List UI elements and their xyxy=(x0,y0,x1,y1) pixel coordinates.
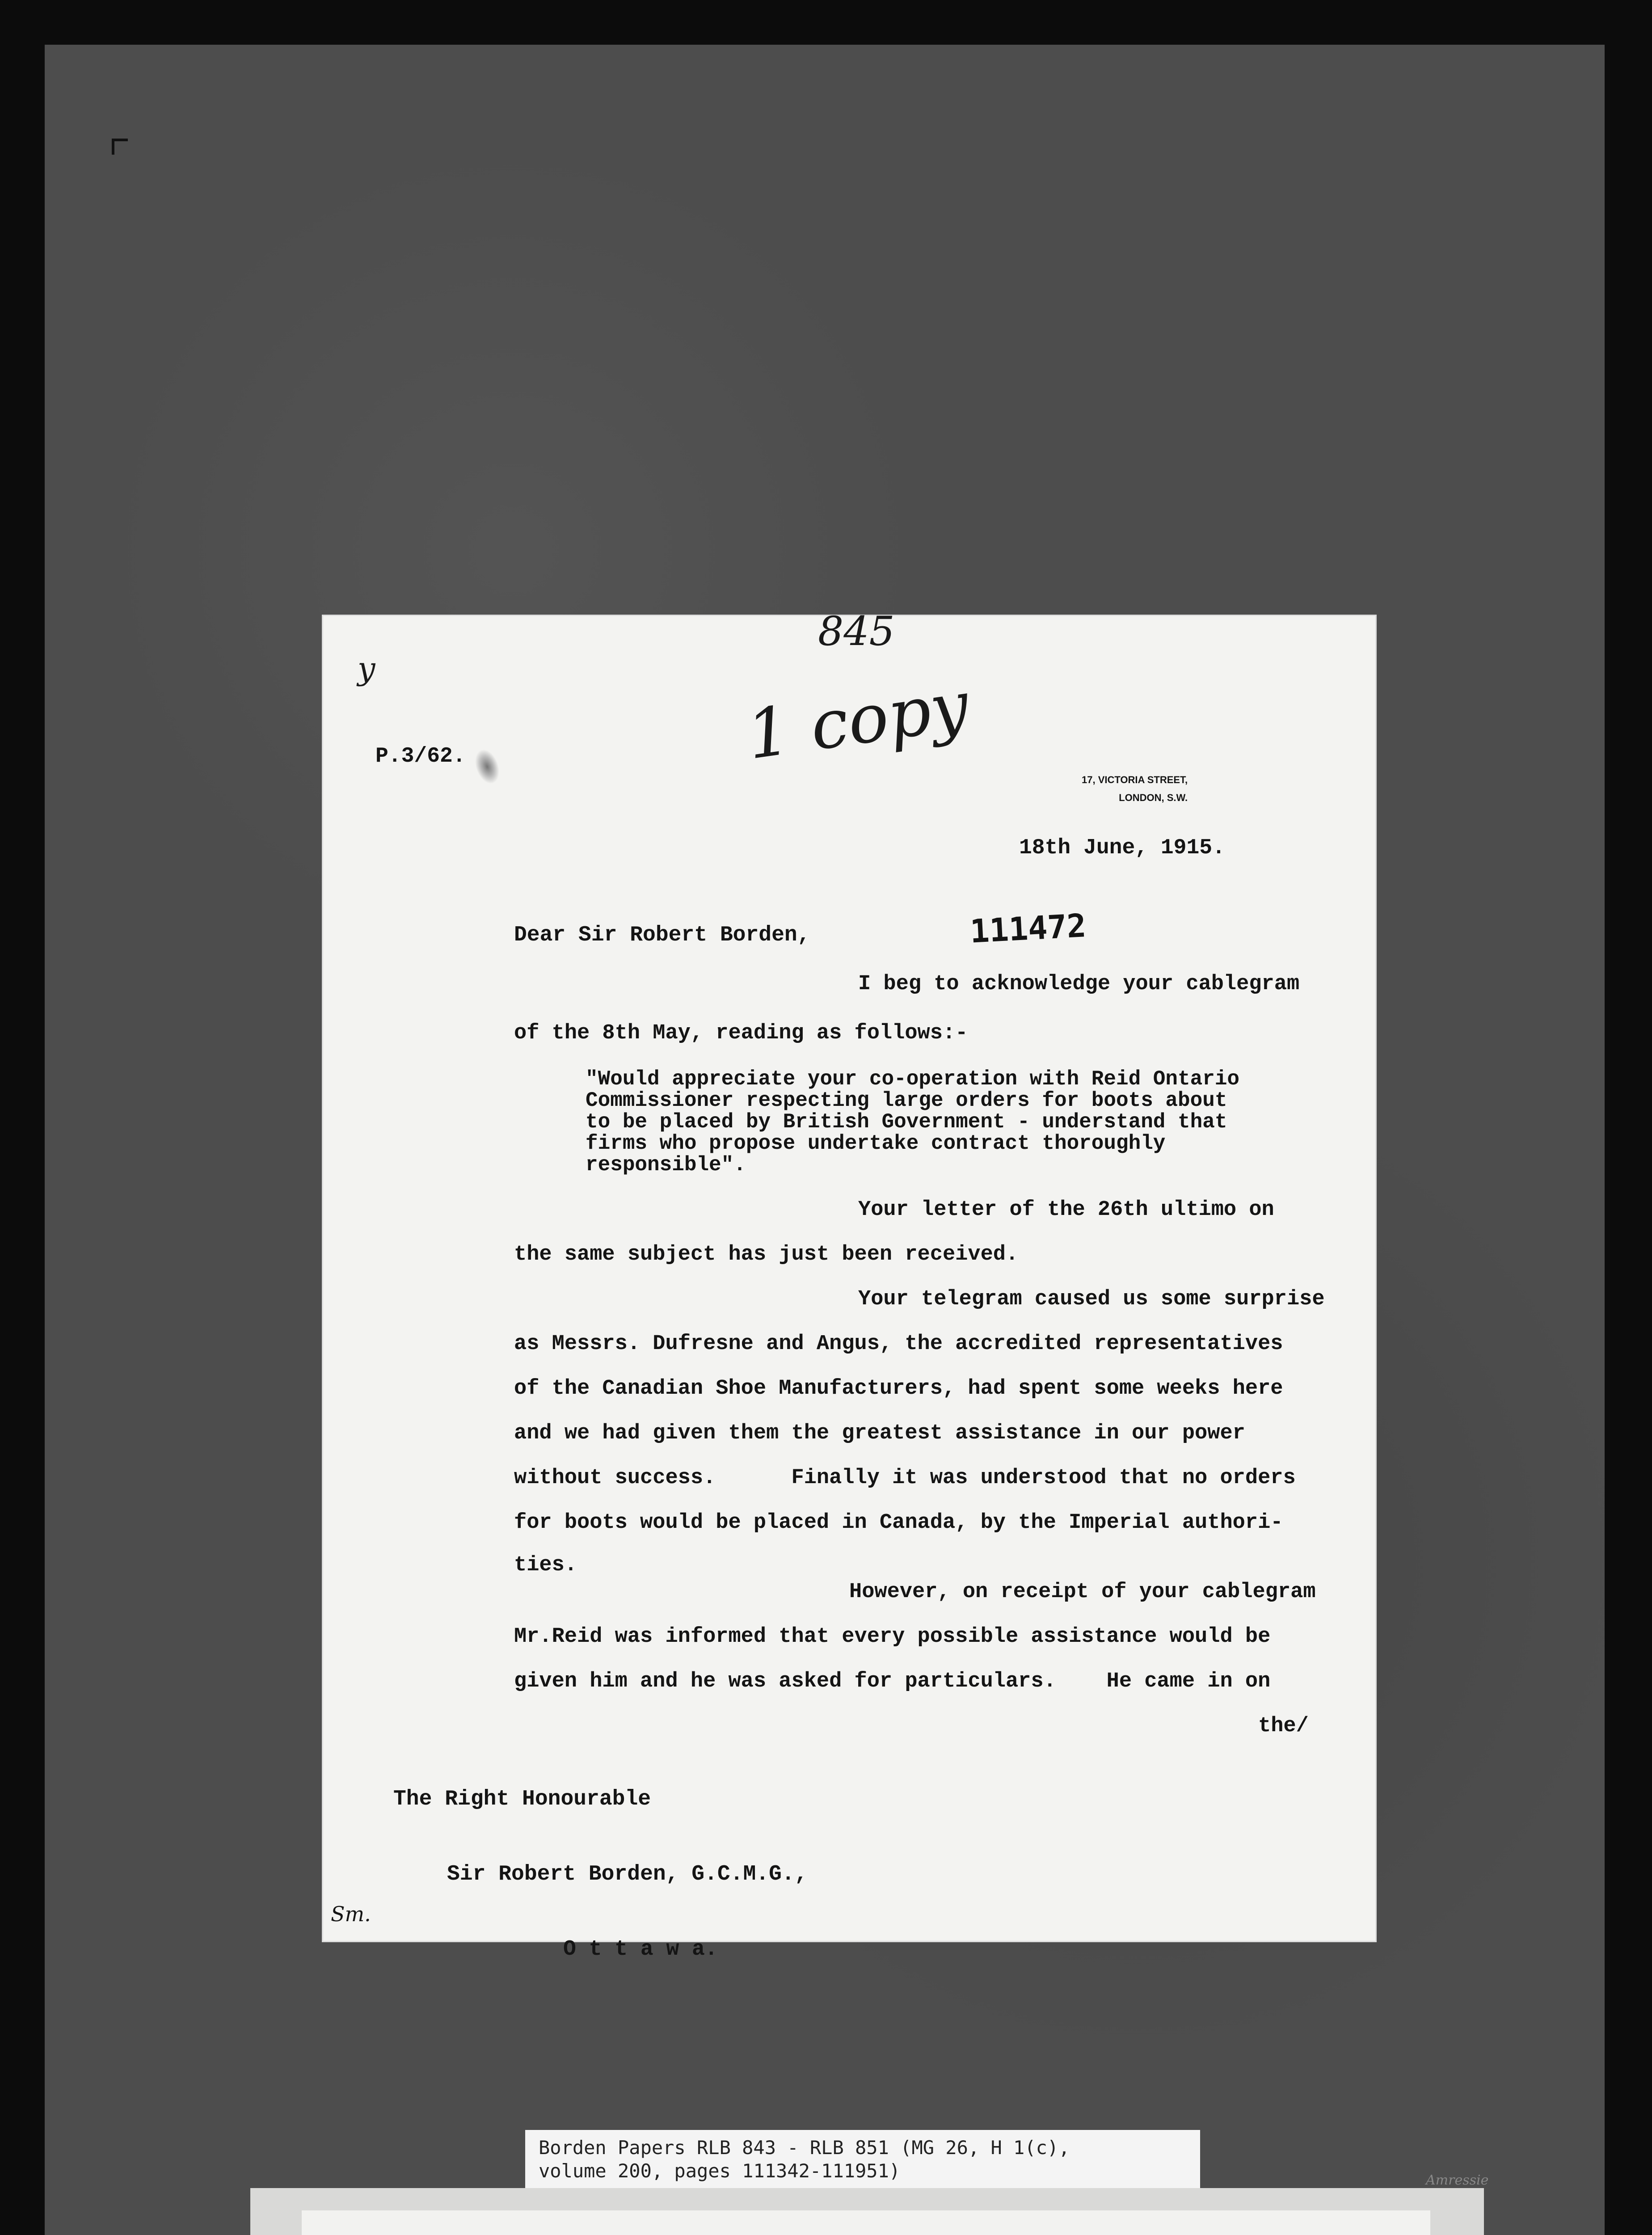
body-line: However, on receipt of your cablegram xyxy=(849,1580,1316,1604)
letter-date: 18th June, 1915. xyxy=(1019,836,1225,860)
handwritten-note: 1 copy xyxy=(742,666,974,775)
addressee-line-3: O t t a w a. xyxy=(563,1937,718,1961)
frame-corner-mark xyxy=(112,139,128,155)
quoted-cablegram: "Would appreciate your co-operation with Reid Ontario Commissioner respecting large orders for boots about to be placed by British Government - understand that firms who propose undertake contract thoroughly responsible". xyxy=(586,1067,1240,1177)
salutation: Dear Sir Robert Borden, xyxy=(514,923,810,947)
body-line: given him and he was asked for particulars. He came in on xyxy=(514,1670,1271,1693)
body-line: of the 8th May, reading as follows:- xyxy=(514,1021,968,1045)
address-line-2: LONDON, S.W. xyxy=(1119,792,1188,803)
body-line: as Messrs. Dufresne and Angus, the accredited representatives xyxy=(514,1332,1283,1356)
body-line: the/ xyxy=(1258,1714,1309,1738)
body-line: Your letter of the 26th ultimo on xyxy=(858,1198,1274,1222)
reference-number: P.3/62. xyxy=(375,744,466,768)
body-line: for boots would be placed in Canada, by the Imperial authori- xyxy=(514,1511,1283,1535)
body-line: Mr.Reid was informed that every possible assistance would be xyxy=(514,1625,1271,1649)
body-line: and we had given them the greatest assistance in our power xyxy=(514,1421,1245,1445)
body-line: without success. Finally it was understood that no orders xyxy=(514,1466,1296,1490)
letter-page xyxy=(322,608,1377,1961)
stamp-margin-note: Amressie xyxy=(1426,2172,1489,2188)
body-line: ties. xyxy=(514,1553,577,1577)
archives-stamp xyxy=(302,2210,1430,2235)
handwritten-mark: y xyxy=(358,650,375,687)
sender-address xyxy=(1082,771,1188,807)
handwritten-number: 845 xyxy=(818,608,895,655)
body-line: the same subject has just been received. xyxy=(514,1243,1019,1266)
body-line: I beg to acknowledge your cablegram xyxy=(858,972,1300,996)
ink-smudge xyxy=(471,746,504,787)
registry-number: 111472 xyxy=(969,907,1087,950)
addressee-line-2: Sir Robert Borden, G.C.M.G., xyxy=(447,1862,808,1886)
addressee-block xyxy=(393,1737,808,2012)
body-line: Your telegram caused us some surprise xyxy=(858,1287,1325,1311)
body-line: of the Canadian Shoe Manufacturers, had spent some weeks here xyxy=(514,1377,1283,1400)
typist-initials: Sm. xyxy=(331,1902,371,1926)
address-line-1: 17, VICTORIA STREET, xyxy=(1082,774,1188,785)
caption-line-1: Borden Papers RLB 843 - RLB 851 (MG 26, H 1(c), xyxy=(539,2137,1070,2159)
caption-line-2: volume 200, pages 111342-111951) xyxy=(539,2160,901,2182)
addressee-line-1: The Right Honourable xyxy=(393,1787,651,1811)
